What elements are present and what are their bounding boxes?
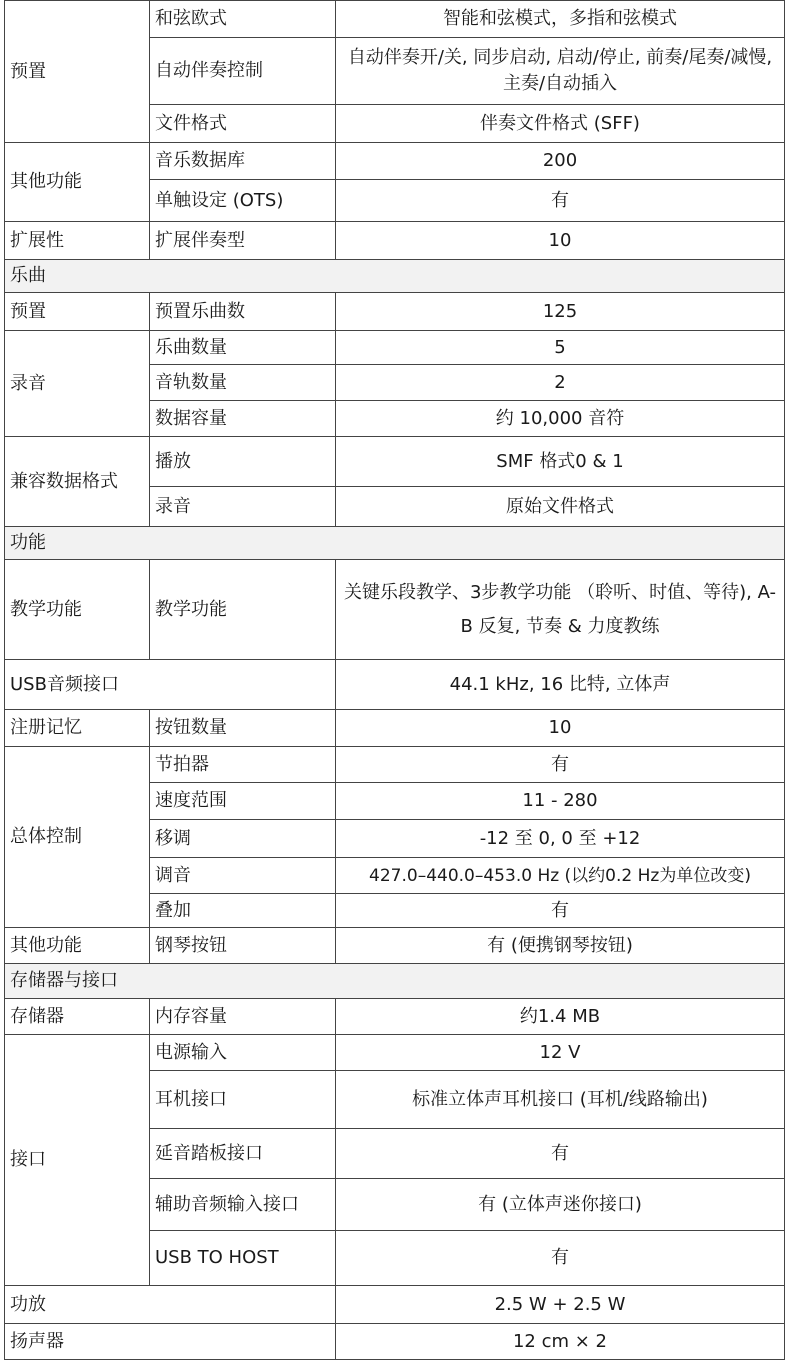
item-cell: 电源输入 (150, 1035, 336, 1071)
item-cell: 按钮数量 (150, 710, 336, 747)
item-cell: 节拍器 (150, 747, 336, 783)
section-heading: 存储器与接口 (5, 964, 785, 999)
value-cell: SMF 格式0 & 1 (336, 437, 785, 487)
item-cell: 速度范围 (150, 783, 336, 820)
value-cell: 有 (336, 1129, 785, 1179)
category-cell: 功放 (5, 1286, 336, 1324)
value-cell: 10 (336, 710, 785, 747)
value-cell: 11 - 280 (336, 783, 785, 820)
category-cell: 其他功能 (5, 928, 150, 964)
section-row (5, 964, 785, 999)
item-cell: 扩展伴奏型 (150, 222, 336, 260)
category-cell: 兼容数据格式 (5, 437, 150, 527)
category-cell: 注册记忆 (5, 710, 150, 747)
item-cell: 文件格式 (150, 105, 336, 143)
section-heading: 乐曲 (5, 260, 785, 293)
value-cell: 200 (336, 143, 785, 180)
table-row (5, 928, 785, 964)
item-cell: 钢琴按钮 (150, 928, 336, 964)
category-cell: 扬声器 (5, 1324, 336, 1360)
value-cell: 有 (立体声迷你接口) (336, 1179, 785, 1231)
category-cell: 接口 (5, 1035, 150, 1286)
value-cell: -12 至 0, 0 至 +12 (336, 820, 785, 858)
value-cell: 有 (336, 747, 785, 783)
table-row (5, 660, 785, 710)
category-cell: 预置 (5, 1, 150, 143)
item-cell: 播放 (150, 437, 336, 487)
spec-table (4, 0, 785, 1360)
value-cell: 原始文件格式 (336, 487, 785, 527)
value-cell: 约1.4 MB (336, 999, 785, 1035)
item-cell: 预置乐曲数 (150, 293, 336, 331)
item-cell: 耳机接口 (150, 1071, 336, 1129)
category-cell: 教学功能 (5, 560, 150, 660)
table-row (5, 747, 785, 783)
item-cell: 自动伴奏控制 (150, 38, 336, 105)
item-cell: 乐曲数量 (150, 331, 336, 365)
category-cell: 存储器 (5, 999, 150, 1035)
item-cell: 叠加 (150, 894, 336, 928)
table-row (5, 560, 785, 660)
value-cell: 5 (336, 331, 785, 365)
item-cell: USB TO HOST (150, 1231, 336, 1286)
category-cell: USB音频接口 (5, 660, 336, 710)
table-row (5, 222, 785, 260)
category-cell: 总体控制 (5, 747, 150, 928)
value-cell: 有 (便携钢琴按钮) (336, 928, 785, 964)
table-row (5, 331, 785, 365)
item-cell: 音乐数据库 (150, 143, 336, 180)
category-cell: 其他功能 (5, 143, 150, 222)
section-row (5, 260, 785, 293)
value-cell: 427.0–440.0–453.0 Hz (以约0.2 Hz为单位改变) (336, 858, 785, 894)
category-cell: 预置 (5, 293, 150, 331)
item-cell: 单触设定 (OTS) (150, 180, 336, 222)
value-cell: 自动伴奏开/关, 同步启动, 启动/停止, 前奏/尾奏/减慢, 主奏/自动插入 (336, 38, 785, 105)
value-cell: 关键乐段教学、3步教学功能 （聆听、时值、等待), A-B 反复, 节奏 & 力度教练 (336, 560, 785, 660)
item-cell: 教学功能 (150, 560, 336, 660)
item-cell: 音轨数量 (150, 365, 336, 401)
table-row (5, 710, 785, 747)
category-cell: 扩展性 (5, 222, 150, 260)
category-cell: 录音 (5, 331, 150, 437)
value-cell: 标准立体声耳机接口 (耳机/线路输出) (336, 1071, 785, 1129)
item-cell: 和弦欧式 (150, 1, 336, 38)
section-row (5, 527, 785, 560)
table-row (5, 999, 785, 1035)
value-cell: 有 (336, 180, 785, 222)
section-heading: 功能 (5, 527, 785, 560)
value-cell: 伴奏文件格式 (SFF) (336, 105, 785, 143)
table-row (5, 1035, 785, 1071)
value-cell: 有 (336, 894, 785, 928)
value-cell: 有 (336, 1231, 785, 1286)
table-row (5, 143, 785, 180)
item-cell: 内存容量 (150, 999, 336, 1035)
value-cell: 2.5 W + 2.5 W (336, 1286, 785, 1324)
value-cell: 12 V (336, 1035, 785, 1071)
table-row (5, 1, 785, 38)
table-row (5, 437, 785, 487)
value-cell: 2 (336, 365, 785, 401)
item-cell: 移调 (150, 820, 336, 858)
item-cell: 调音 (150, 858, 336, 894)
item-cell: 录音 (150, 487, 336, 527)
value-cell: 约 10,000 音符 (336, 401, 785, 437)
value-cell: 125 (336, 293, 785, 331)
item-cell: 延音踏板接口 (150, 1129, 336, 1179)
item-cell: 数据容量 (150, 401, 336, 437)
table-row (5, 293, 785, 331)
value-cell: 12 cm × 2 (336, 1324, 785, 1360)
value-cell: 44.1 kHz, 16 比特, 立体声 (336, 660, 785, 710)
value-cell: 10 (336, 222, 785, 260)
table-row (5, 1324, 785, 1360)
item-cell: 辅助音频输入接口 (150, 1179, 336, 1231)
value-cell: 智能和弦模式，多指和弦模式 (336, 1, 785, 38)
table-row (5, 1286, 785, 1324)
